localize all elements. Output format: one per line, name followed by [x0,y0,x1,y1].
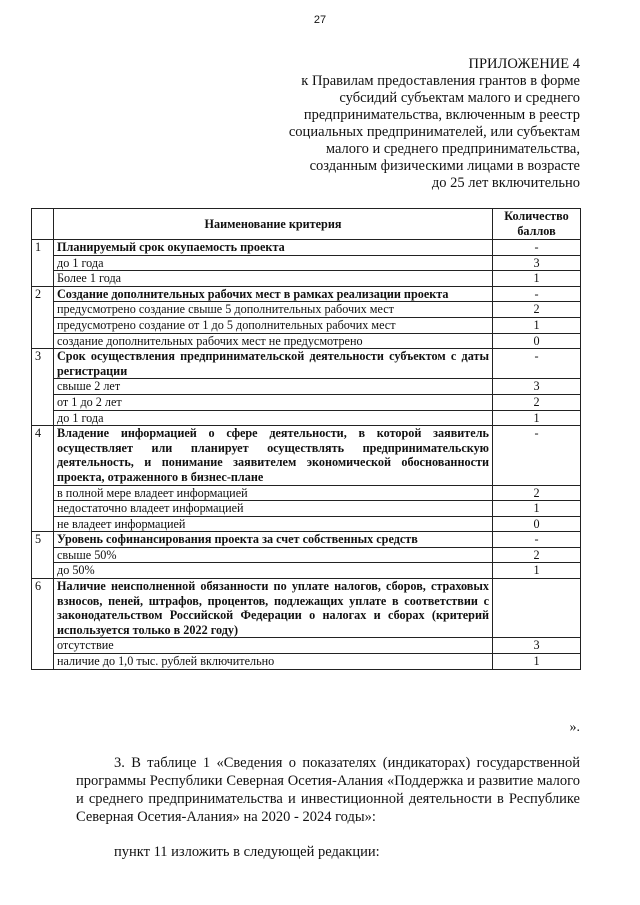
criterion-row [32,349,581,379]
table-header-row [32,209,581,240]
option-label: до 1 года [54,255,493,271]
option-label: недостаточно владеет информацией [54,501,493,517]
amendment-text: 3. В таблице 1 «Сведения о показателях (индикаторах) государственной программы Республики Северная Осетия-Алания «Поддержка и развитие малого и среднего предпринимательства и инвестиционной деятельности в Республике Северная Осетия-Алания» на 2020 - 2024 годы»: [76,755,580,825]
criteria-table [31,208,581,670]
amendment-instruction: пункт 11 изложить в следующей редакции: [114,844,380,860]
option-points: 3 [493,255,581,271]
criterion-title: Владение информацией о сфере деятельности, в которой заявитель осуществляет или планирует осуществлять предпринимательскую деятельность, и понимание заявителем экономической обоснованности проекта, отраженного в бизнес-плане [54,426,493,485]
criterion-points: - [493,286,581,302]
criterion-title: Планируемый срок окупаемость проекта [54,240,493,256]
option-row [32,302,581,318]
option-label: наличие до 1,0 тыс. рублей включительно [54,654,493,670]
criterion-title: Наличие неисполненной обязанности по уплате налогов, сборов, страховых взносов, пеней, штрафов, процентов, подлежащих уплате в соответствии с законодательством Российской Федерации о налогах и сборах (критерий используется только в 2022 году) [54,579,493,638]
option-row [32,255,581,271]
criterion-number: 5 [32,532,54,579]
option-label: от 1 до 2 лет [54,394,493,410]
criteria-body [32,240,581,670]
option-points: 2 [493,547,581,563]
criterion-row [32,579,581,638]
option-row [32,333,581,349]
criterion-number: 4 [32,426,54,532]
appendix-header [220,56,580,192]
criterion-points [493,579,581,638]
appendix-line: субсидий субъектам малого и среднего [339,90,580,106]
criterion-row [32,532,581,548]
option-label: предусмотрено создание свыше 5 дополнительных рабочих мест [54,302,493,318]
option-points: 2 [493,394,581,410]
option-points: 1 [493,654,581,670]
option-label: свыше 50% [54,547,493,563]
option-row [32,547,581,563]
option-points: 1 [493,410,581,426]
header-points: Количество баллов [493,209,581,240]
closing-quote: ». [569,720,580,735]
criterion-points: - [493,349,581,379]
option-points: 1 [493,501,581,517]
criterion-points: - [493,532,581,548]
appendix-line: к Правилам предоставления грантов в форме [301,73,580,89]
option-label: отсутствие [54,638,493,654]
criterion-number: 6 [32,579,54,670]
appendix-line: созданным физическими лицами в возрасте [309,158,580,174]
criterion-title: Уровень софинансирования проекта за счет собственных средств [54,532,493,548]
option-row [32,501,581,517]
option-row [32,654,581,670]
page-number: 27 [313,14,327,26]
option-row [32,516,581,532]
header-criterion-name: Наименование критерия [54,209,493,240]
appendix-line: до 25 лет включительно [431,175,580,191]
option-label: в полной мере владеет информацией [54,485,493,501]
criterion-points: - [493,426,581,485]
criterion-number: 2 [32,286,54,348]
criterion-row [32,240,581,256]
criterion-number: 3 [32,349,54,426]
criterion-row [32,426,581,485]
criterion-title: Создание дополнительных рабочих мест в рамках реализации проекта [54,286,493,302]
option-row [32,563,581,579]
option-row [32,317,581,333]
appendix-line: ПРИЛОЖЕНИЕ 4 [468,56,580,72]
option-row [32,638,581,654]
option-label: не владеет информацией [54,516,493,532]
option-label: до 50% [54,563,493,579]
option-points: 0 [493,516,581,532]
appendix-line: предпринимательства, включенным в реестр [303,107,580,123]
option-row [32,410,581,426]
option-points: 0 [493,333,581,349]
option-row [32,394,581,410]
option-row [32,485,581,501]
appendix-line: социальных предпринимателей, или субъектам [288,124,580,140]
criterion-number: 1 [32,240,54,287]
criterion-title: Срок осуществления предпринимательской деятельности субъектом с даты регистрации [54,349,493,379]
option-row [32,271,581,287]
option-row [32,379,581,395]
option-label: свыше 2 лет [54,379,493,395]
option-points: 1 [493,563,581,579]
criterion-points: - [493,240,581,256]
appendix-line: малого и среднего предпринимательства, [325,141,580,157]
option-label: предусмотрено создание от 1 до 5 дополнительных рабочих мест [54,317,493,333]
option-points: 1 [493,271,581,287]
criterion-row [32,286,581,302]
header-number [32,209,54,240]
option-label: до 1 года [54,410,493,426]
amendment-paragraph [76,754,580,826]
option-points: 1 [493,317,581,333]
option-label: Более 1 года [54,271,493,287]
option-points: 3 [493,379,581,395]
option-points: 2 [493,302,581,318]
option-points: 2 [493,485,581,501]
option-points: 3 [493,638,581,654]
option-label: создание дополнительных рабочих мест не предусмотрено [54,333,493,349]
